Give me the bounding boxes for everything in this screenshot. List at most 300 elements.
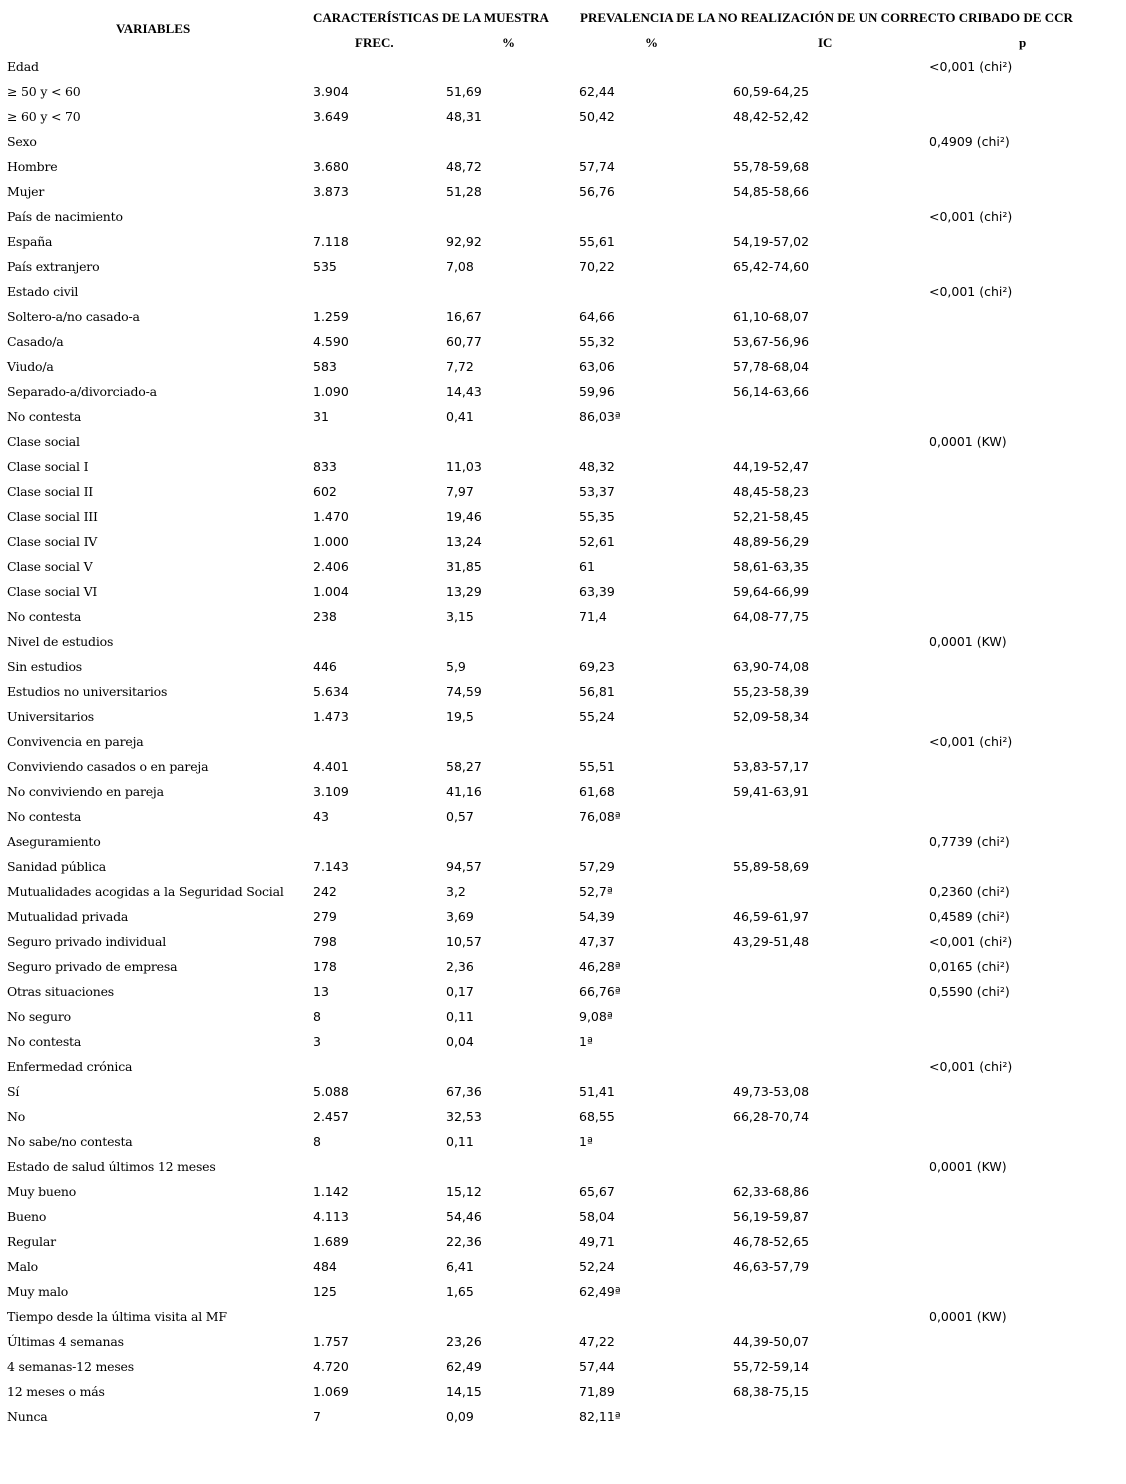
prevalence-percent-cell: 61,68 [579, 784, 615, 799]
variable-label: Conviviendo casados o en pareja [7, 759, 209, 774]
sample-percent-cell: 5,9 [446, 659, 466, 674]
header-ic: IC [818, 35, 833, 50]
confidence-interval-cell: 44,39-50,07 [733, 1334, 810, 1349]
frequency-cell: 8 [313, 1009, 321, 1024]
sample-percent-cell: 19,46 [446, 509, 482, 524]
table-row [0, 754, 1126, 779]
confidence-interval-cell: 46,59-61,97 [733, 909, 810, 924]
variable-label: No contesta [7, 809, 82, 824]
sample-percent-cell: 10,57 [446, 934, 482, 949]
frequency-cell: 3.904 [313, 84, 349, 99]
p-value-cell: 0,0001 (KW) [929, 634, 1007, 649]
table-group-row [0, 279, 1126, 304]
variable-label: Seguro privado de empresa [7, 959, 178, 974]
table-row [0, 1229, 1126, 1254]
frequency-cell: 1.090 [313, 384, 349, 399]
variable-label: Clase social V [7, 559, 93, 574]
header-frec: FREC. [355, 35, 394, 50]
frequency-cell: 2.457 [313, 1109, 349, 1124]
frequency-cell: 8 [313, 1134, 321, 1149]
p-value-cell: <0,001 (chi²) [929, 734, 1013, 749]
table-row [0, 104, 1126, 129]
table-row [0, 1029, 1126, 1054]
sample-percent-cell: 7,72 [446, 359, 474, 374]
confidence-interval-cell: 43,29-51,48 [733, 934, 810, 949]
variable-label: 4 semanas-12 meses [7, 1359, 134, 1374]
sample-percent-cell: 48,72 [446, 159, 482, 174]
header-sample-characteristics: CARACTERÍSTICAS DE LA MUESTRA [313, 10, 549, 25]
sample-percent-cell: 0,57 [446, 809, 474, 824]
variable-label: Universitarios [7, 709, 95, 724]
frequency-cell: 31 [313, 409, 329, 424]
prevalence-percent-cell: 57,29 [579, 859, 615, 874]
table-row [0, 1279, 1126, 1304]
sample-percent-cell: 0,11 [446, 1134, 474, 1149]
header-p: p [1019, 35, 1027, 50]
variable-label: Hombre [7, 159, 58, 174]
confidence-interval-cell: 62,33-68,86 [733, 1184, 810, 1199]
sample-percent-cell: 62,49 [446, 1359, 482, 1374]
header-prevalence: PREVALENCIA DE LA NO REALIZACIÓN DE UN CORRECTO CRIBADO DE CCR [580, 10, 1073, 25]
table-row [0, 979, 1126, 1004]
table-row [0, 1129, 1126, 1154]
sample-percent-cell: 14,15 [446, 1384, 482, 1399]
p-value-cell: <0,001 (chi²) [929, 934, 1013, 949]
variable-label: Muy bueno [7, 1184, 77, 1199]
sample-percent-cell: 22,36 [446, 1234, 482, 1249]
variable-label: No [7, 1109, 26, 1124]
table-row [0, 679, 1126, 704]
prevalence-percent-cell: 86,03ª [579, 409, 621, 424]
table-row [0, 779, 1126, 804]
variable-label: Clase social III [7, 509, 98, 524]
prevalence-percent-cell: 64,66 [579, 309, 615, 324]
confidence-interval-cell: 55,78-59,68 [733, 159, 810, 174]
p-value-cell: 0,4589 (chi²) [929, 909, 1010, 924]
variable-label: No seguro [7, 1009, 72, 1024]
table-row [0, 304, 1126, 329]
variable-label: ≥ 50 y < 60 [7, 84, 81, 99]
confidence-interval-cell: 53,83-57,17 [733, 759, 810, 774]
prevalence-percent-cell: 48,32 [579, 459, 615, 474]
prevalence-percent-cell: 1ª [579, 1034, 593, 1049]
prevalence-percent-cell: 55,61 [579, 234, 615, 249]
confidence-interval-cell: 66,28-70,74 [733, 1109, 810, 1124]
frequency-cell: 833 [313, 459, 337, 474]
variable-label: Clase social IV [7, 534, 98, 549]
variable-label: Estudios no universitarios [7, 684, 168, 699]
prevalence-percent-cell: 49,71 [579, 1234, 615, 1249]
variable-label: Últimas 4 semanas [7, 1334, 124, 1349]
prevalence-percent-cell: 57,74 [579, 159, 615, 174]
table-group-row [0, 629, 1126, 654]
p-value-cell: 0,4909 (chi²) [929, 134, 1010, 149]
prevalence-percent-cell: 66,76ª [579, 984, 621, 999]
frequency-cell: 178 [313, 959, 337, 974]
frequency-cell: 1.142 [313, 1184, 349, 1199]
variable-label: Nunca [7, 1409, 48, 1424]
variable-label: Viudo/a [7, 359, 54, 374]
prevalence-percent-cell: 63,39 [579, 584, 615, 599]
variable-label: Mutualidades acogidas a la Seguridad Social [7, 884, 284, 899]
confidence-interval-cell: 53,67-56,96 [733, 334, 810, 349]
variable-label: ≥ 60 y < 70 [7, 109, 81, 124]
prevalence-percent-cell: 1ª [579, 1134, 593, 1149]
variable-label: Malo [7, 1259, 38, 1274]
variable-label: España [7, 234, 53, 249]
frequency-cell: 3.873 [313, 184, 349, 199]
frequency-cell: 3.649 [313, 109, 349, 124]
frequency-cell: 3 [313, 1034, 321, 1049]
confidence-interval-cell: 54,85-58,66 [733, 184, 810, 199]
p-value-cell: 0,2360 (chi²) [929, 884, 1010, 899]
variable-label: Tiempo desde la última visita al MF [7, 1309, 227, 1324]
table-row [0, 929, 1126, 954]
variable-label: Mutualidad privada [7, 909, 129, 924]
frequency-cell: 1.004 [313, 584, 349, 599]
variable-label: Sí [7, 1084, 20, 1099]
frequency-cell: 3.680 [313, 159, 349, 174]
sample-percent-cell: 13,29 [446, 584, 482, 599]
table-row [0, 804, 1126, 829]
frequency-cell: 1.757 [313, 1334, 349, 1349]
frequency-cell: 2.406 [313, 559, 349, 574]
variable-label: Sexo [7, 134, 37, 149]
variable-label: Estado de salud últimos 12 meses [7, 1159, 216, 1174]
p-value-cell: <0,001 (chi²) [929, 1059, 1013, 1074]
header-prevalence-pct: % [645, 35, 658, 50]
frequency-cell: 4.720 [313, 1359, 349, 1374]
variable-label: No sabe/no contesta [7, 1134, 133, 1149]
sample-percent-cell: 0,04 [446, 1034, 474, 1049]
confidence-interval-cell: 56,14-63,66 [733, 384, 810, 399]
prevalence-percent-cell: 55,24 [579, 709, 615, 724]
prevalence-percent-cell: 76,08ª [579, 809, 621, 824]
table-row [0, 479, 1126, 504]
sample-percent-cell: 31,85 [446, 559, 482, 574]
prevalence-percent-cell: 47,22 [579, 1334, 615, 1349]
confidence-interval-cell: 48,42-52,42 [733, 109, 810, 124]
table-group-row [0, 429, 1126, 454]
table-row [0, 554, 1126, 579]
prevalence-percent-cell: 70,22 [579, 259, 615, 274]
table-row [0, 529, 1126, 554]
prevalence-percent-cell: 68,55 [579, 1109, 615, 1124]
variable-label: Separado-a/divorciado-a [7, 384, 157, 399]
prevalence-percent-cell: 71,4 [579, 609, 607, 624]
variable-label: No contesta [7, 1034, 82, 1049]
variable-label: País extranjero [7, 259, 100, 274]
sample-percent-cell: 13,24 [446, 534, 482, 549]
frequency-cell: 7 [313, 1409, 321, 1424]
variable-label: No contesta [7, 609, 82, 624]
sample-percent-cell: 32,53 [446, 1109, 482, 1124]
confidence-interval-cell: 44,19-52,47 [733, 459, 810, 474]
prevalence-percent-cell: 71,89 [579, 1384, 615, 1399]
p-value-cell: 0,0001 (KW) [929, 434, 1007, 449]
sample-percent-cell: 54,46 [446, 1209, 482, 1224]
p-value-cell: 0,0001 (KW) [929, 1309, 1007, 1324]
prevalence-percent-cell: 62,49ª [579, 1284, 621, 1299]
frequency-cell: 7.118 [313, 234, 349, 249]
sample-percent-cell: 3,15 [446, 609, 474, 624]
table-row [0, 354, 1126, 379]
table-row [0, 879, 1126, 904]
confidence-interval-cell: 55,89-58,69 [733, 859, 810, 874]
variable-label: Seguro privado individual [7, 934, 167, 949]
sample-percent-cell: 0,09 [446, 1409, 474, 1424]
variable-label: Muy malo [7, 1284, 69, 1299]
variable-label: Sin estudios [7, 659, 83, 674]
variable-label: Casado/a [7, 334, 64, 349]
variable-label: No conviviendo en pareja [7, 784, 164, 799]
prevalence-percent-cell: 57,44 [579, 1359, 615, 1374]
confidence-interval-cell: 56,19-59,87 [733, 1209, 810, 1224]
table-row [0, 904, 1126, 929]
table-row [0, 1354, 1126, 1379]
frequency-cell: 242 [313, 884, 337, 899]
table-group-row [0, 729, 1126, 754]
table-row [0, 954, 1126, 979]
table-row [0, 1379, 1126, 1404]
table-row [0, 1079, 1126, 1104]
confidence-interval-cell: 52,21-58,45 [733, 509, 810, 524]
confidence-interval-cell: 64,08-77,75 [733, 609, 810, 624]
p-value-cell: 0,7739 (chi²) [929, 834, 1010, 849]
variable-label: No contesta [7, 409, 82, 424]
frequency-cell: 3.109 [313, 784, 349, 799]
confidence-interval-cell: 55,72-59,14 [733, 1359, 810, 1374]
variable-label: Aseguramiento [7, 834, 101, 849]
variable-label: Soltero-a/no casado-a [7, 309, 140, 324]
prevalence-percent-cell: 51,41 [579, 1084, 615, 1099]
frequency-cell: 5.634 [313, 684, 349, 699]
table-row [0, 1404, 1126, 1429]
sample-percent-cell: 23,26 [446, 1334, 482, 1349]
prevalence-percent-cell: 53,37 [579, 484, 615, 499]
frequency-cell: 125 [313, 1284, 337, 1299]
prevalence-percent-cell: 55,35 [579, 509, 615, 524]
confidence-interval-cell: 49,73-53,08 [733, 1084, 810, 1099]
sample-percent-cell: 6,41 [446, 1259, 474, 1274]
table-body [0, 54, 1126, 1429]
prevalence-percent-cell: 52,61 [579, 534, 615, 549]
table-row [0, 379, 1126, 404]
prevalence-percent-cell: 82,11ª [579, 1409, 621, 1424]
sample-percent-cell: 1,65 [446, 1284, 474, 1299]
table-row [0, 579, 1126, 604]
table-group-row [0, 1054, 1126, 1079]
sample-percent-cell: 11,03 [446, 459, 482, 474]
table-row [0, 79, 1126, 104]
table-row [0, 404, 1126, 429]
sample-percent-cell: 0,11 [446, 1009, 474, 1024]
sample-percent-cell: 0,41 [446, 409, 474, 424]
frequency-cell: 583 [313, 359, 337, 374]
table-group-row [0, 54, 1126, 79]
frequency-cell: 4.590 [313, 334, 349, 349]
confidence-interval-cell: 65,42-74,60 [733, 259, 810, 274]
confidence-interval-cell: 58,61-63,35 [733, 559, 810, 574]
prevalence-percent-cell: 58,04 [579, 1209, 615, 1224]
confidence-interval-cell: 52,09-58,34 [733, 709, 810, 724]
table-row [0, 704, 1126, 729]
sample-percent-cell: 48,31 [446, 109, 482, 124]
sample-percent-cell: 0,17 [446, 984, 474, 999]
confidence-interval-cell: 63,90-74,08 [733, 659, 810, 674]
prevalence-percent-cell: 65,67 [579, 1184, 615, 1199]
prevalence-percent-cell: 59,96 [579, 384, 615, 399]
table-row [0, 1329, 1126, 1354]
variable-label: Estado civil [7, 284, 79, 299]
sample-percent-cell: 16,67 [446, 309, 482, 324]
confidence-interval-cell: 60,59-64,25 [733, 84, 810, 99]
table-group-row [0, 129, 1126, 154]
p-value-cell: <0,001 (chi²) [929, 59, 1013, 74]
confidence-interval-cell: 59,64-66,99 [733, 584, 810, 599]
p-value-cell: 0,0001 (KW) [929, 1159, 1007, 1174]
frequency-cell: 279 [313, 909, 337, 924]
sample-percent-cell: 41,16 [446, 784, 482, 799]
table-row [0, 329, 1126, 354]
frequency-cell: 13 [313, 984, 329, 999]
sample-percent-cell: 51,69 [446, 84, 482, 99]
prevalence-percent-cell: 52,24 [579, 1259, 615, 1274]
variable-label: Otras situaciones [7, 984, 115, 999]
prevalence-percent-cell: 63,06 [579, 359, 615, 374]
variable-label: Clase social I [7, 459, 89, 474]
prevalence-percent-cell: 56,81 [579, 684, 615, 699]
header-sample-pct: % [502, 35, 515, 50]
table-group-row [0, 1154, 1126, 1179]
sample-percent-cell: 7,97 [446, 484, 474, 499]
frequency-cell: 1.069 [313, 1384, 349, 1399]
prevalence-percent-cell: 62,44 [579, 84, 615, 99]
frequency-cell: 446 [313, 659, 337, 674]
frequency-cell: 7.143 [313, 859, 349, 874]
variable-label: Mujer [7, 184, 45, 199]
variable-label: Edad [7, 59, 39, 74]
table-row [0, 229, 1126, 254]
table-group-row [0, 829, 1126, 854]
table-row [0, 454, 1126, 479]
table-row [0, 254, 1126, 279]
variable-label: Enfermedad crónica [7, 1059, 133, 1074]
frequency-cell: 535 [313, 259, 337, 274]
table-row [0, 1204, 1126, 1229]
confidence-interval-cell: 59,41-63,91 [733, 784, 810, 799]
confidence-interval-cell: 57,78-68,04 [733, 359, 810, 374]
sample-percent-cell: 3,2 [446, 884, 466, 899]
sample-percent-cell: 67,36 [446, 1084, 482, 1099]
frequency-cell: 1.473 [313, 709, 349, 724]
frequency-cell: 1.470 [313, 509, 349, 524]
sample-percent-cell: 14,43 [446, 384, 482, 399]
table-row [0, 854, 1126, 879]
prevalence-percent-cell: 46,28ª [579, 959, 621, 974]
p-value-cell: <0,001 (chi²) [929, 209, 1013, 224]
prevalence-percent-cell: 56,76 [579, 184, 615, 199]
table-group-row [0, 1304, 1126, 1329]
sample-percent-cell: 94,57 [446, 859, 482, 874]
frequency-cell: 1.000 [313, 534, 349, 549]
sample-percent-cell: 2,36 [446, 959, 474, 974]
sample-percent-cell: 15,12 [446, 1184, 482, 1199]
confidence-interval-cell: 68,38-75,15 [733, 1384, 810, 1399]
variable-label: Clase social II [7, 484, 94, 499]
sample-percent-cell: 58,27 [446, 759, 482, 774]
variable-label: Clase social VI [7, 584, 98, 599]
table-row [0, 179, 1126, 204]
frequency-cell: 798 [313, 934, 337, 949]
frequency-cell: 484 [313, 1259, 337, 1274]
prevalence-percent-cell: 9,08ª [579, 1009, 613, 1024]
variable-label: Bueno [7, 1209, 47, 1224]
variable-label: Nivel de estudios [7, 634, 114, 649]
confidence-interval-cell: 55,23-58,39 [733, 684, 810, 699]
prevalence-percent-cell: 55,51 [579, 759, 615, 774]
prevalence-percent-cell: 50,42 [579, 109, 615, 124]
table-group-row [0, 204, 1126, 229]
variable-label: Convivencia en pareja [7, 734, 144, 749]
table-row [0, 654, 1126, 679]
sample-percent-cell: 92,92 [446, 234, 482, 249]
confidence-interval-cell: 48,45-58,23 [733, 484, 810, 499]
prevalence-percent-cell: 52,7ª [579, 884, 613, 899]
sample-percent-cell: 51,28 [446, 184, 482, 199]
frequency-cell: 4.401 [313, 759, 349, 774]
table-row [0, 154, 1126, 179]
confidence-interval-cell: 48,89-56,29 [733, 534, 810, 549]
table-row [0, 1004, 1126, 1029]
sample-percent-cell: 74,59 [446, 684, 482, 699]
p-value-cell: 0,0165 (chi²) [929, 959, 1010, 974]
prevalence-percent-cell: 55,32 [579, 334, 615, 349]
prevalence-percent-cell: 61 [579, 559, 595, 574]
header-variables: VARIABLES [116, 21, 191, 36]
confidence-interval-cell: 46,78-52,65 [733, 1234, 810, 1249]
table-row [0, 504, 1126, 529]
variable-label: Regular [7, 1234, 56, 1249]
frequency-cell: 238 [313, 609, 337, 624]
frequency-cell: 5.088 [313, 1084, 349, 1099]
confidence-interval-cell: 46,63-57,79 [733, 1259, 810, 1274]
frequency-cell: 43 [313, 809, 329, 824]
prevalence-percent-cell: 69,23 [579, 659, 615, 674]
frequency-cell: 4.113 [313, 1209, 349, 1224]
table-row [0, 604, 1126, 629]
sample-percent-cell: 19,5 [446, 709, 474, 724]
variable-label: Sanidad pública [7, 859, 106, 874]
variable-label: 12 meses o más [7, 1384, 105, 1399]
table-row [0, 1254, 1126, 1279]
frequency-cell: 1.259 [313, 309, 349, 324]
variable-label: País de nacimiento [7, 209, 123, 224]
confidence-interval-cell: 61,10-68,07 [733, 309, 810, 324]
p-value-cell: <0,001 (chi²) [929, 284, 1013, 299]
sample-percent-cell: 3,69 [446, 909, 474, 924]
sample-percent-cell: 60,77 [446, 334, 482, 349]
table-row [0, 1179, 1126, 1204]
sample-percent-cell: 7,08 [446, 259, 474, 274]
frequency-cell: 602 [313, 484, 337, 499]
prevalence-percent-cell: 47,37 [579, 934, 615, 949]
p-value-cell: 0,5590 (chi²) [929, 984, 1010, 999]
variable-label: Clase social [7, 434, 80, 449]
table-row [0, 1104, 1126, 1129]
prevalence-percent-cell: 54,39 [579, 909, 615, 924]
confidence-interval-cell: 54,19-57,02 [733, 234, 810, 249]
